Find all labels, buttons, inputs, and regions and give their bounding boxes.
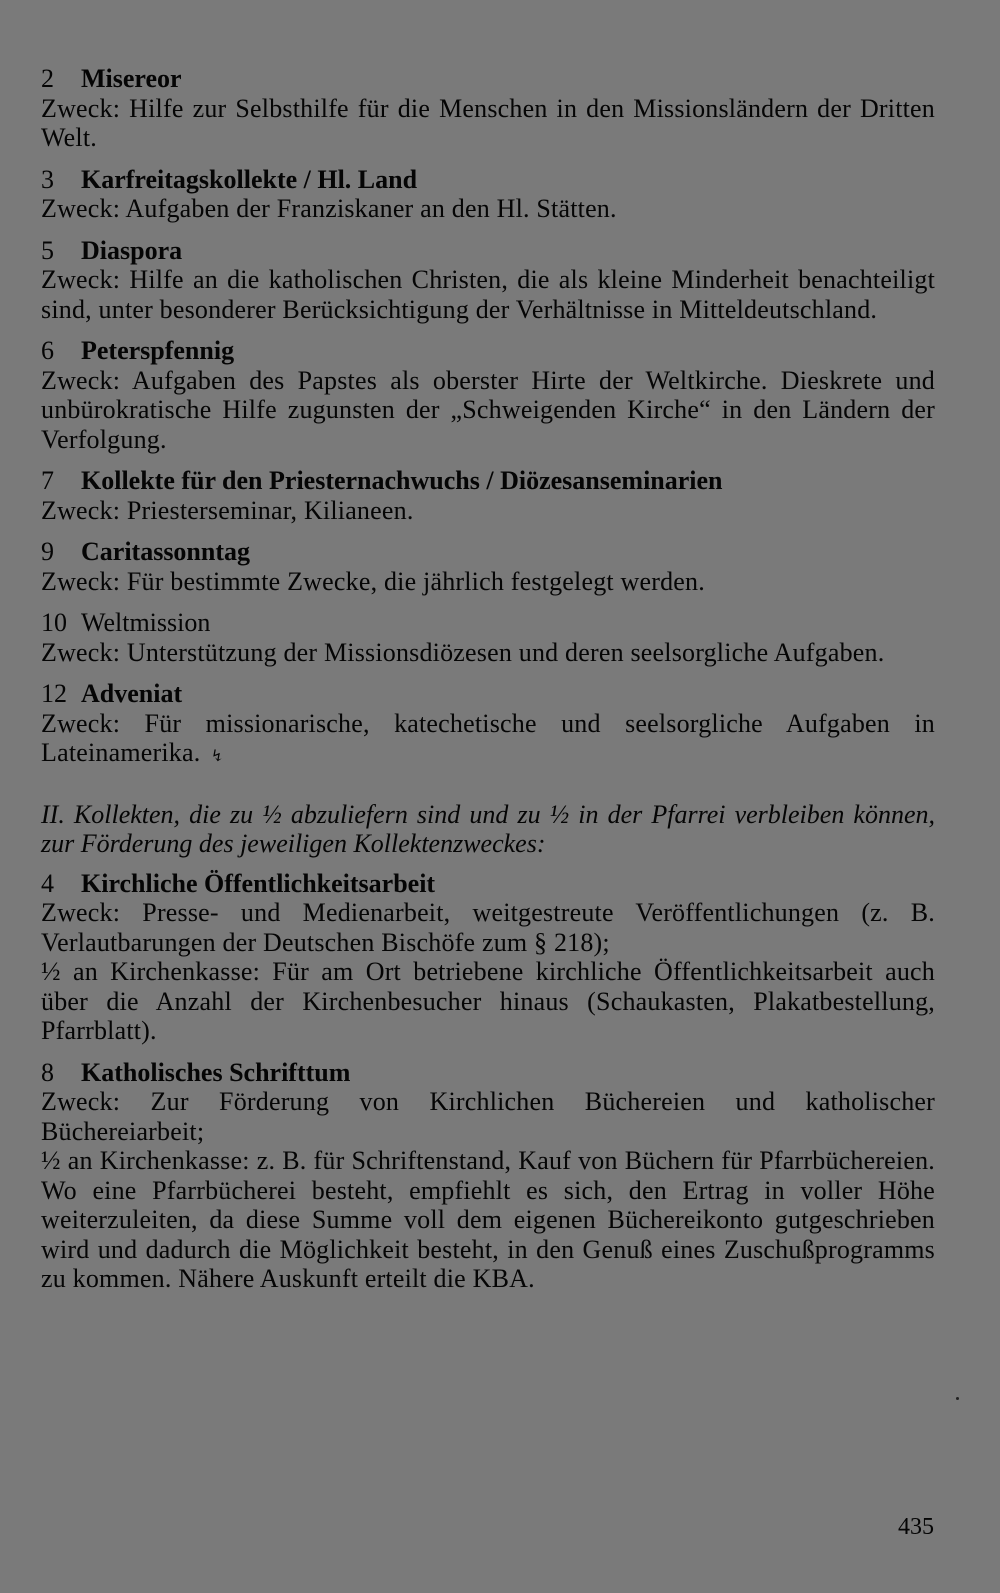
collection-entry-caritassonntag xyxy=(41,537,935,596)
entry-title: Peterspfennig xyxy=(81,336,235,365)
entry-number: 10 xyxy=(41,608,67,637)
entry-parish-share: ½ an Kirchenkasse: Für am Ort betriebene kirchliche Öffentlichkeitsarbeit auch über die Anzahl der Kirchenbesucher hinaus (Schaukasten, Plakatbestellung, Pfarrblatt). xyxy=(41,957,935,1045)
section-heading: II. Kollekten, die zu ½ abzuliefern sind und zu ½ in der Pfarrei verbleiben können, zur Förderung des jeweiligen Kollektenzweckes: xyxy=(41,799,935,858)
entry-number: 6 xyxy=(41,336,54,365)
entry-number: 3 xyxy=(41,164,54,194)
collection-entry-peterspfennig xyxy=(41,336,935,454)
entry-purpose: Zweck: Presse- und Medienarbeit, weitgestreute Veröffentlichungen (z. B. Verlautbarungen der Deutschen Bischöfe zum § 218); xyxy=(41,898,935,957)
entry-purpose: Zweck: Hilfe an die katholischen Christen, die als kleine Minderheit benachteiligt sind, unter besonderer Berücksichtigung der Verhältnisse in Mitteldeutschland. xyxy=(41,265,935,324)
collection-entry-misereor xyxy=(41,64,935,153)
entry-purpose: Zweck: Hilfe zur Selbsthilfe für die Menschen in den Missionsländern der Dritten Welt. xyxy=(41,93,935,152)
entry-number: 8 xyxy=(41,1057,54,1087)
entry-title: Katholisches Schrifttum xyxy=(81,1057,351,1087)
collection-entry-weltmission xyxy=(41,608,935,667)
entry-title: Caritassonntag xyxy=(81,537,251,566)
entry-purpose: Zweck: Unterstützung der Missionsdiözesen und deren seelsorgliche Aufgaben. xyxy=(41,637,885,667)
entry-title: Misereor xyxy=(81,64,182,93)
entry-number: 4 xyxy=(41,868,54,898)
collection-entry-oeffentlichkeitsarbeit xyxy=(41,869,935,1046)
entry-number: 12 xyxy=(41,679,67,708)
entry-parish-share: ½ an Kirchenkasse: z. B. für Schriftenstand, Kauf von Büchern für Pfarrbüchereien. Wo eine Pfarrbücherei besteht, empfiehlt es sich, den Ertrag in voller Höhe weiterzuleiten, da diese Summe voll dem eigenen Büchereikonto gutgeschrieben wird und dadurch die Möglichkeit besteht, in den Genuß eines Zuschußprogramms zu kommen. Nähere Auskunft erteilt die KBA. xyxy=(41,1146,935,1293)
entry-title: Kollekte für den Priesternachwuchs / Diözesanseminarien xyxy=(81,466,723,495)
collection-entry-karfreitag xyxy=(41,165,935,224)
entry-purpose: Zweck: Aufgaben des Papstes als oberster Hirte der Weltkirche. Dieskrete und unbürokratische Hilfe zugunsten der „Schweigenden Kirche“ in den Ländern der Verfolgung. xyxy=(41,365,935,454)
entry-title: Karfreitagskollekte / Hl. Land xyxy=(81,164,418,194)
entry-number: 5 xyxy=(41,235,54,265)
handwritten-mark-icon: ↯ xyxy=(210,748,225,765)
entry-title: Diaspora xyxy=(81,235,183,265)
collection-entry-schrifttum xyxy=(41,1058,935,1294)
collection-entry-adveniat xyxy=(41,679,935,772)
entry-purpose: Zweck: Für missionarische, katechetische und seelsorgliche Aufgaben in Lateinamerika. xyxy=(41,708,935,767)
entry-title: Kirchliche Öffentlichkeitsarbeit xyxy=(81,868,436,898)
entry-number: 7 xyxy=(41,466,54,495)
collection-entry-diaspora xyxy=(41,236,935,325)
entry-purpose: Zweck: Priesterseminar, Kilianeen. xyxy=(41,495,414,525)
document-page xyxy=(41,64,935,1306)
entry-purpose: Zweck: Aufgaben der Franziskaner an den Hl. Stätten. xyxy=(41,194,617,223)
entry-purpose: Zweck: Für bestimmte Zwecke, die jährlich festgelegt werden. xyxy=(41,566,705,596)
entry-number: 2 xyxy=(41,64,54,93)
entry-purpose: Zweck: Zur Förderung von Kirchlichen Büchereien und katholischer Büchereiarbeit; xyxy=(41,1087,935,1146)
entry-number: 9 xyxy=(41,537,54,566)
speck-mark xyxy=(956,1397,959,1400)
entry-title: Adveniat xyxy=(81,679,183,708)
collection-entry-priesternachwuchs xyxy=(41,466,935,525)
page-number: 435 xyxy=(898,1514,934,1540)
entry-title: Weltmission xyxy=(81,608,211,637)
